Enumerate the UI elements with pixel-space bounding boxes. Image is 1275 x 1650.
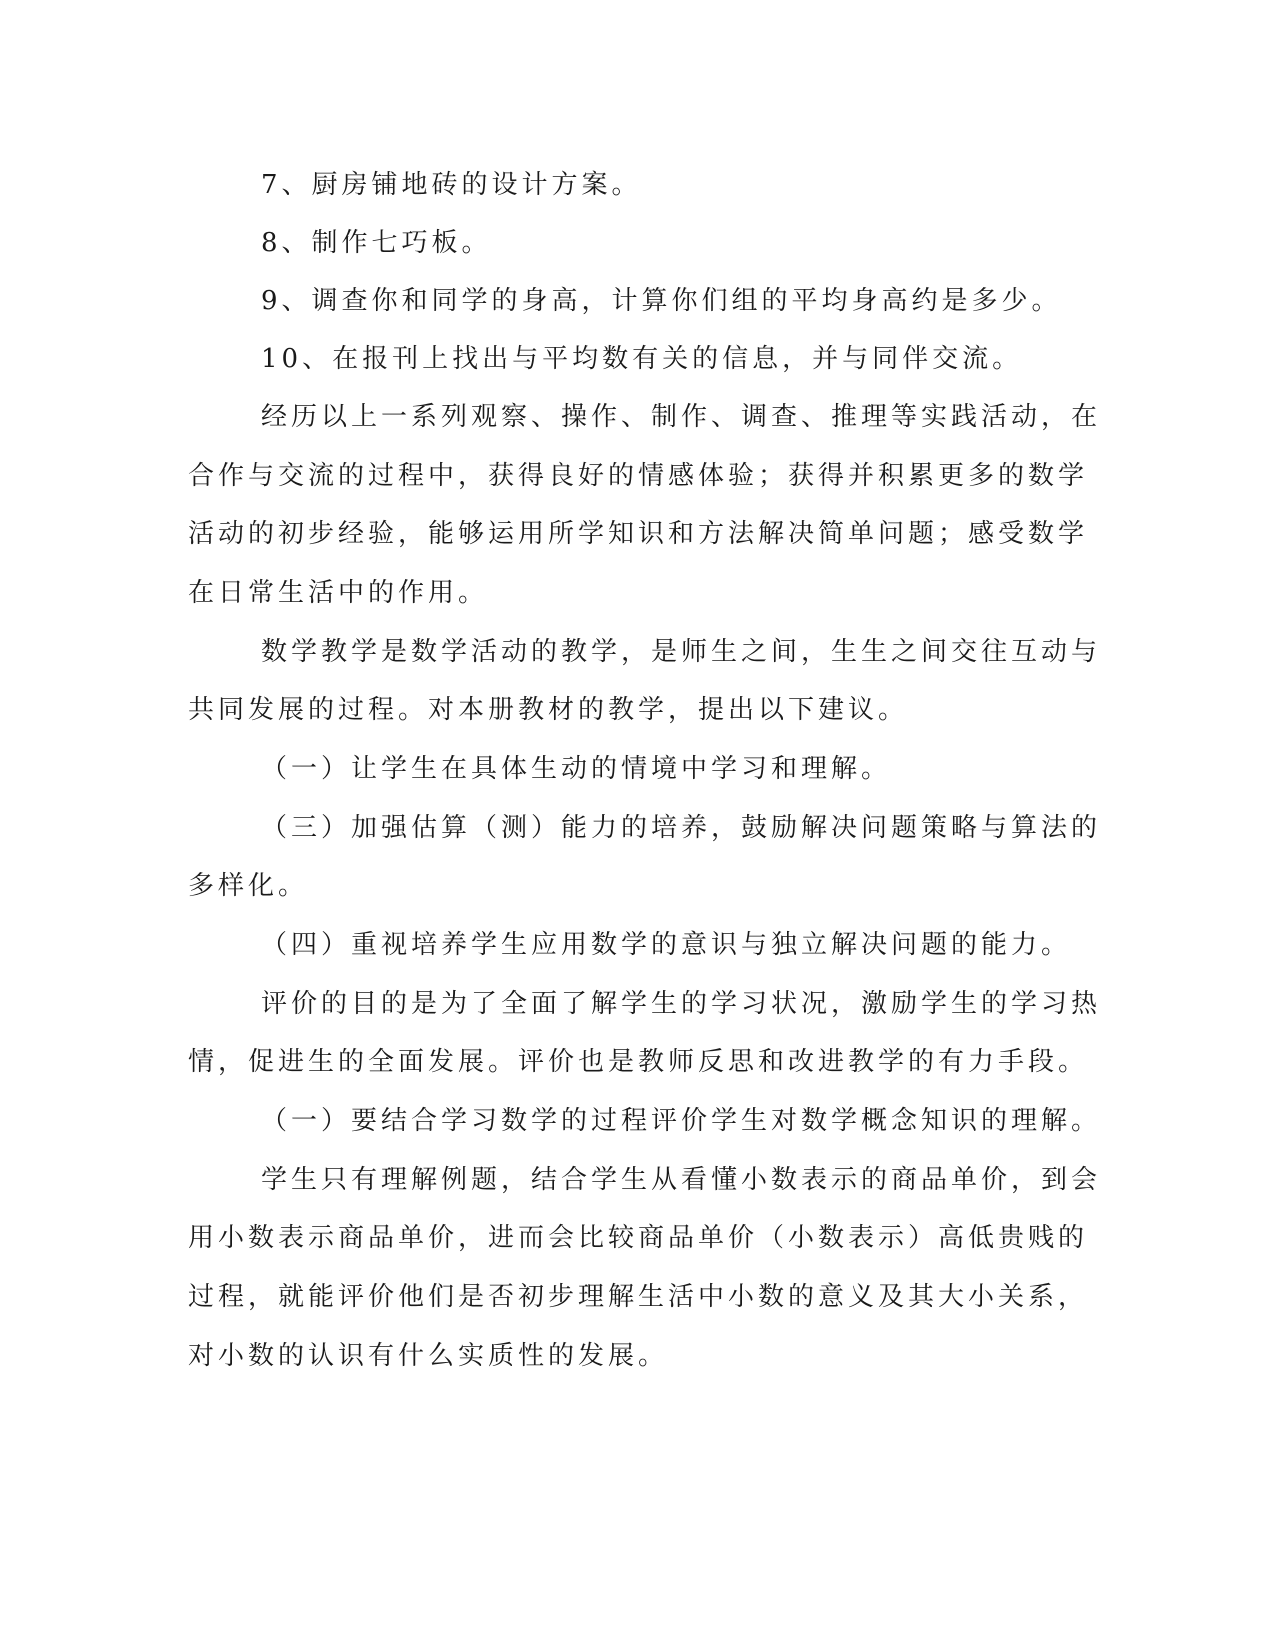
paragraph-line: 评价的目的是为了全面了解学生的学习状况，激励学生的学习热	[261, 989, 1102, 1019]
paragraph-line: 经历以上一系列观察、操作、制作、调查、推理等实践活动，在	[261, 402, 1102, 432]
paragraph-line: 数学教学是数学活动的教学，是师生之间，生生之间交往互动与	[261, 637, 1102, 667]
paragraph-line: 在日常生活中的作用。	[188, 578, 489, 608]
paragraph-line: 合作与交流的过程中，获得良好的情感体验；获得并积累更多的数学	[188, 461, 1089, 491]
paragraph-line: 用小数表示商品单价，进而会比较商品单价（小数表示）高低贵贱的	[188, 1223, 1089, 1253]
evaluation-item: （一）要结合学习数学的过程评价学生对数学概念知识的理解。	[261, 1106, 1102, 1136]
suggestion-item: （三）加强估算（测）能力的培养，鼓励解决问题策略与算法的	[261, 813, 1102, 843]
paragraph-line: 过程，就能评价他们是否初步理解生活中小数的意义及其大小关系，	[188, 1282, 1089, 1312]
paragraph-line: 学生只有理解例题，结合学生从看懂小数表示的商品单价，到会	[261, 1165, 1102, 1195]
suggestion-item: （四）重视培养学生应用数学的意识与独立解决问题的能力。	[261, 930, 1072, 960]
list-item-7: 7、厨房铺地砖的设计方案。	[261, 170, 642, 200]
paragraph-line: 情，促进生的全面发展。评价也是教师反思和改进教学的有力手段。	[188, 1047, 1089, 1077]
paragraph-line: 对小数的认识有什么实质性的发展。	[188, 1341, 669, 1371]
list-item-9: 9、调查你和同学的身高，计算你们组的平均身高约是多少。	[261, 286, 1062, 316]
paragraph-line: 多样化。	[188, 871, 309, 901]
list-item-10: 10、在报刊上找出与平均数有关的信息，并与同伴交流。	[261, 344, 1023, 374]
suggestion-item: （一）让学生在具体生动的情境中学习和理解。	[261, 754, 892, 784]
paragraph-line: 活动的初步经验，能够运用所学知识和方法解决简单问题；感受数学	[188, 519, 1089, 549]
paragraph-line: 共同发展的过程。对本册教材的教学，提出以下建议。	[188, 695, 909, 725]
list-item-8: 8、制作七巧板。	[261, 228, 492, 258]
